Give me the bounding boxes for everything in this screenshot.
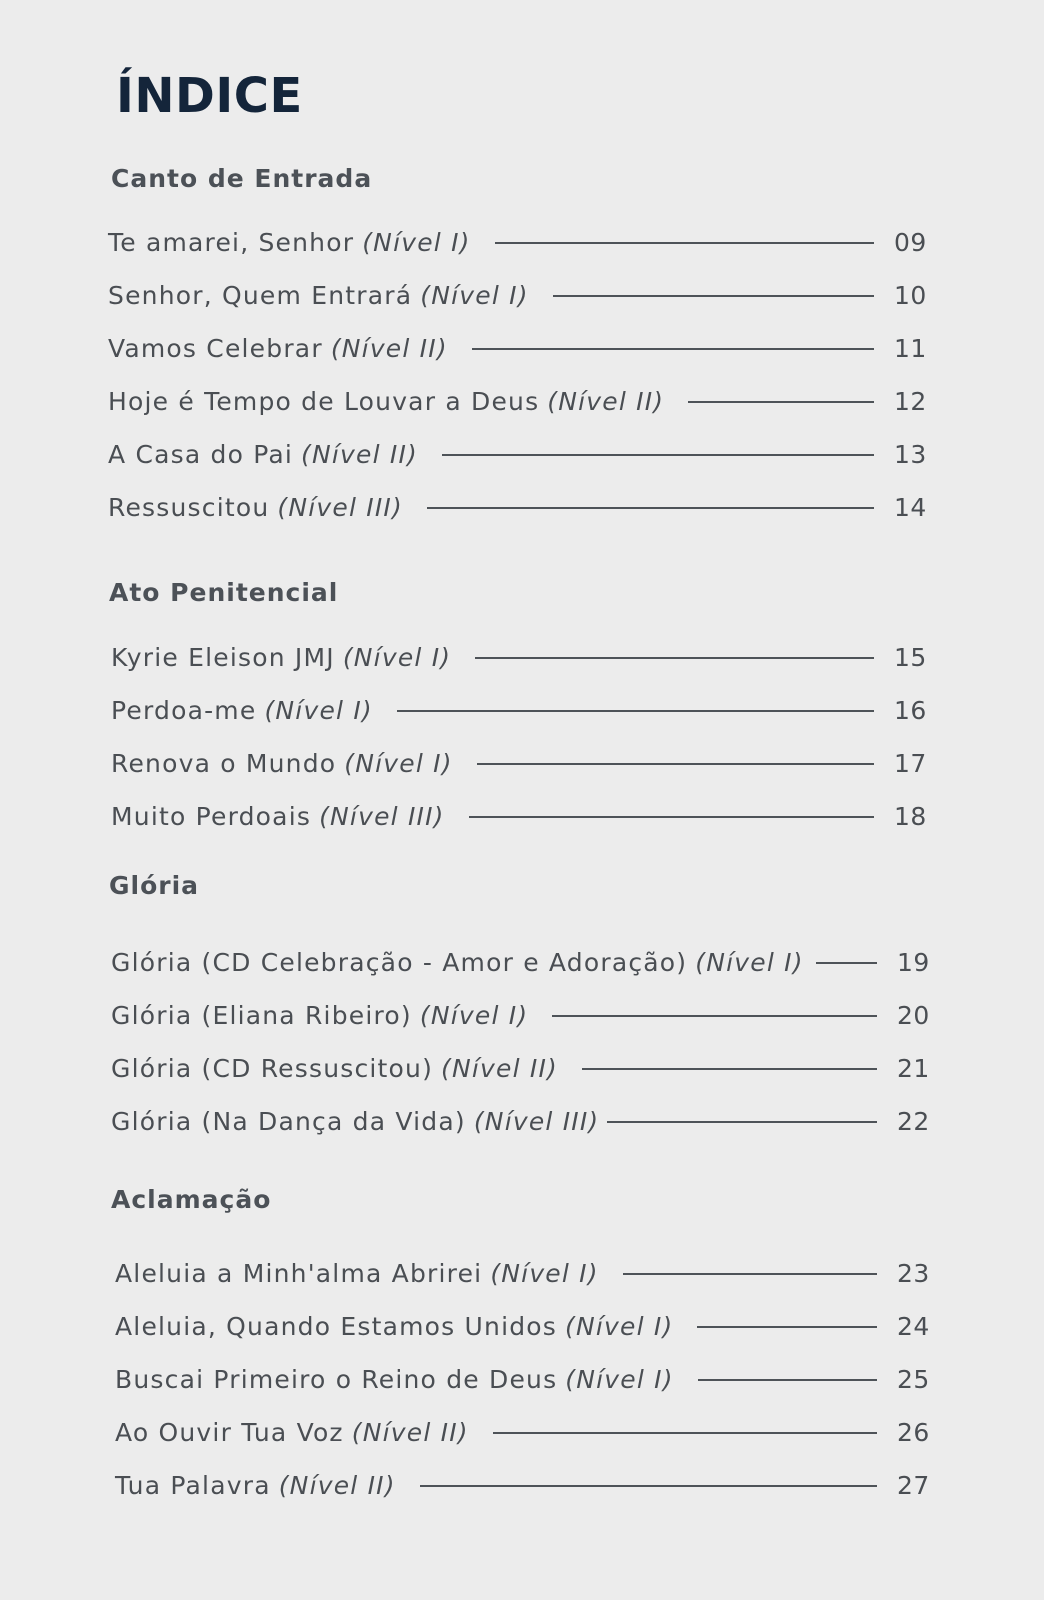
entry-title: Aleluia, Quando Estamos Unidos — [115, 1311, 558, 1341]
entry-title: Renova o Mundo — [111, 748, 337, 778]
toc-entry[interactable] — [115, 1309, 931, 1343]
toc-entry[interactable] — [108, 437, 928, 471]
section-heading-aclamacao: Aclamação — [111, 1185, 272, 1214]
leader-line — [475, 657, 874, 659]
entry-level: (Nível III) — [319, 801, 445, 831]
leader-line — [493, 1432, 877, 1434]
entry-level: (Nível I) — [419, 1000, 529, 1030]
entry-title: Perdoa-me — [111, 695, 257, 725]
entry-level: (Nível I) — [344, 748, 453, 778]
entry-title: Senhor, Quem Entrará — [108, 280, 413, 310]
entry-title: Glória (Eliana Ribeiro) — [111, 1000, 412, 1030]
entry-title: Ao Ouvir Tua Voz — [115, 1417, 344, 1447]
toc-entry[interactable] — [111, 693, 928, 727]
entry-page-number: 26 — [897, 1417, 930, 1447]
entry-title: Tua Palavra — [115, 1470, 271, 1500]
page-title: ÍNDICE — [116, 68, 303, 124]
leader-line — [495, 242, 874, 244]
entry-page-number: 15 — [894, 642, 927, 672]
leader-line — [442, 454, 874, 456]
entry-page-number: 13 — [894, 439, 927, 469]
entry-page-number: 27 — [897, 1470, 930, 1500]
entry-title: Aleluia a Minh'alma Abrirei — [115, 1258, 483, 1288]
entry-page-number: 09 — [894, 227, 927, 257]
toc-entry[interactable] — [111, 746, 928, 780]
toc-entry[interactable] — [108, 384, 928, 418]
leader-line — [623, 1273, 877, 1275]
entry-page-number: 23 — [897, 1258, 930, 1288]
leader-line — [552, 1015, 877, 1017]
leader-line — [553, 295, 874, 297]
section-heading-gloria: Glória — [109, 871, 200, 900]
entry-level: (Nível II) — [547, 386, 665, 416]
entry-page-number: 24 — [897, 1311, 930, 1341]
leader-line — [607, 1121, 877, 1123]
toc-entry[interactable] — [115, 1256, 931, 1290]
toc-entry[interactable] — [108, 331, 928, 365]
entry-title: Glória (CD Ressuscitou) — [111, 1053, 434, 1083]
entry-title: Kyrie Eleison JMJ — [111, 642, 335, 672]
toc-entry[interactable] — [111, 1104, 931, 1138]
leader-line — [688, 401, 874, 403]
entry-level: (Nível II) — [441, 1053, 559, 1083]
entry-page-number: 14 — [894, 492, 927, 522]
entry-level: (Nível II) — [351, 1417, 469, 1447]
leader-line — [397, 710, 874, 712]
entry-page-number: 20 — [897, 1000, 930, 1030]
entry-page-number: 22 — [897, 1106, 930, 1136]
toc-entry[interactable] — [111, 640, 928, 674]
entry-level: (Nível I) — [565, 1364, 674, 1394]
entry-level: (Nível III) — [473, 1106, 600, 1136]
entry-level: (Nível I) — [362, 227, 471, 257]
entry-page-number: 17 — [894, 748, 927, 778]
section-heading-ato-penitencial: Ato Penitencial — [109, 578, 339, 607]
entry-page-number: 21 — [897, 1053, 930, 1083]
entry-level: (Nível I) — [420, 280, 529, 310]
leader-line — [477, 763, 874, 765]
leader-line — [697, 1326, 877, 1328]
entry-title: Te amarei, Senhor — [108, 227, 355, 257]
entry-page-number: 25 — [897, 1364, 930, 1394]
entry-level: (Nível III) — [277, 492, 403, 522]
entry-level: (Nível I) — [264, 695, 373, 725]
leader-line — [698, 1379, 877, 1381]
toc-entry[interactable] — [108, 278, 928, 312]
leader-line — [469, 816, 874, 818]
entry-level: (Nível I) — [342, 642, 452, 672]
entry-level: (Nível I) — [490, 1258, 599, 1288]
toc-entry[interactable] — [111, 799, 928, 833]
leader-line — [420, 1485, 877, 1487]
entry-page-number: 12 — [894, 386, 927, 416]
toc-entry[interactable] — [111, 1051, 931, 1085]
entry-page-number: 19 — [897, 947, 930, 977]
entry-level: (Nível I) — [565, 1311, 674, 1341]
entry-level: (Nível I) — [695, 947, 804, 977]
section-heading-canto-de-entrada: Canto de Entrada — [111, 164, 373, 193]
toc-entry[interactable] — [115, 1415, 931, 1449]
entry-page-number: 18 — [894, 801, 927, 831]
entry-title: Glória (CD Celebração - Amor e Adoração) — [111, 947, 688, 977]
entry-title: Hoje é Tempo de Louvar a Deus — [108, 386, 540, 416]
entry-title: Muito Perdoais — [111, 801, 312, 831]
entry-level: (Nível II) — [278, 1470, 396, 1500]
toc-entry[interactable] — [108, 225, 928, 259]
entry-page-number: 10 — [894, 280, 927, 310]
entry-title: Ressuscitou — [108, 492, 270, 522]
entry-level: (Nível II) — [301, 439, 419, 469]
leader-line — [472, 348, 874, 350]
toc-entry[interactable] — [108, 490, 928, 524]
toc-entry[interactable] — [115, 1468, 931, 1502]
entry-title: A Casa do Pai — [108, 439, 294, 469]
toc-entry[interactable] — [115, 1362, 931, 1396]
entry-title: Vamos Celebrar — [108, 333, 323, 363]
leader-line — [427, 507, 874, 509]
leader-line — [816, 962, 877, 964]
entry-page-number: 16 — [894, 695, 927, 725]
toc-entry[interactable] — [111, 998, 931, 1032]
toc-entry[interactable] — [111, 945, 931, 979]
leader-line — [582, 1068, 877, 1070]
entry-level: (Nível II) — [330, 333, 448, 363]
entry-page-number: 11 — [894, 333, 927, 363]
entry-title: Glória (Na Dança da Vida) — [111, 1106, 466, 1136]
entry-title: Buscai Primeiro o Reino de Deus — [115, 1364, 558, 1394]
